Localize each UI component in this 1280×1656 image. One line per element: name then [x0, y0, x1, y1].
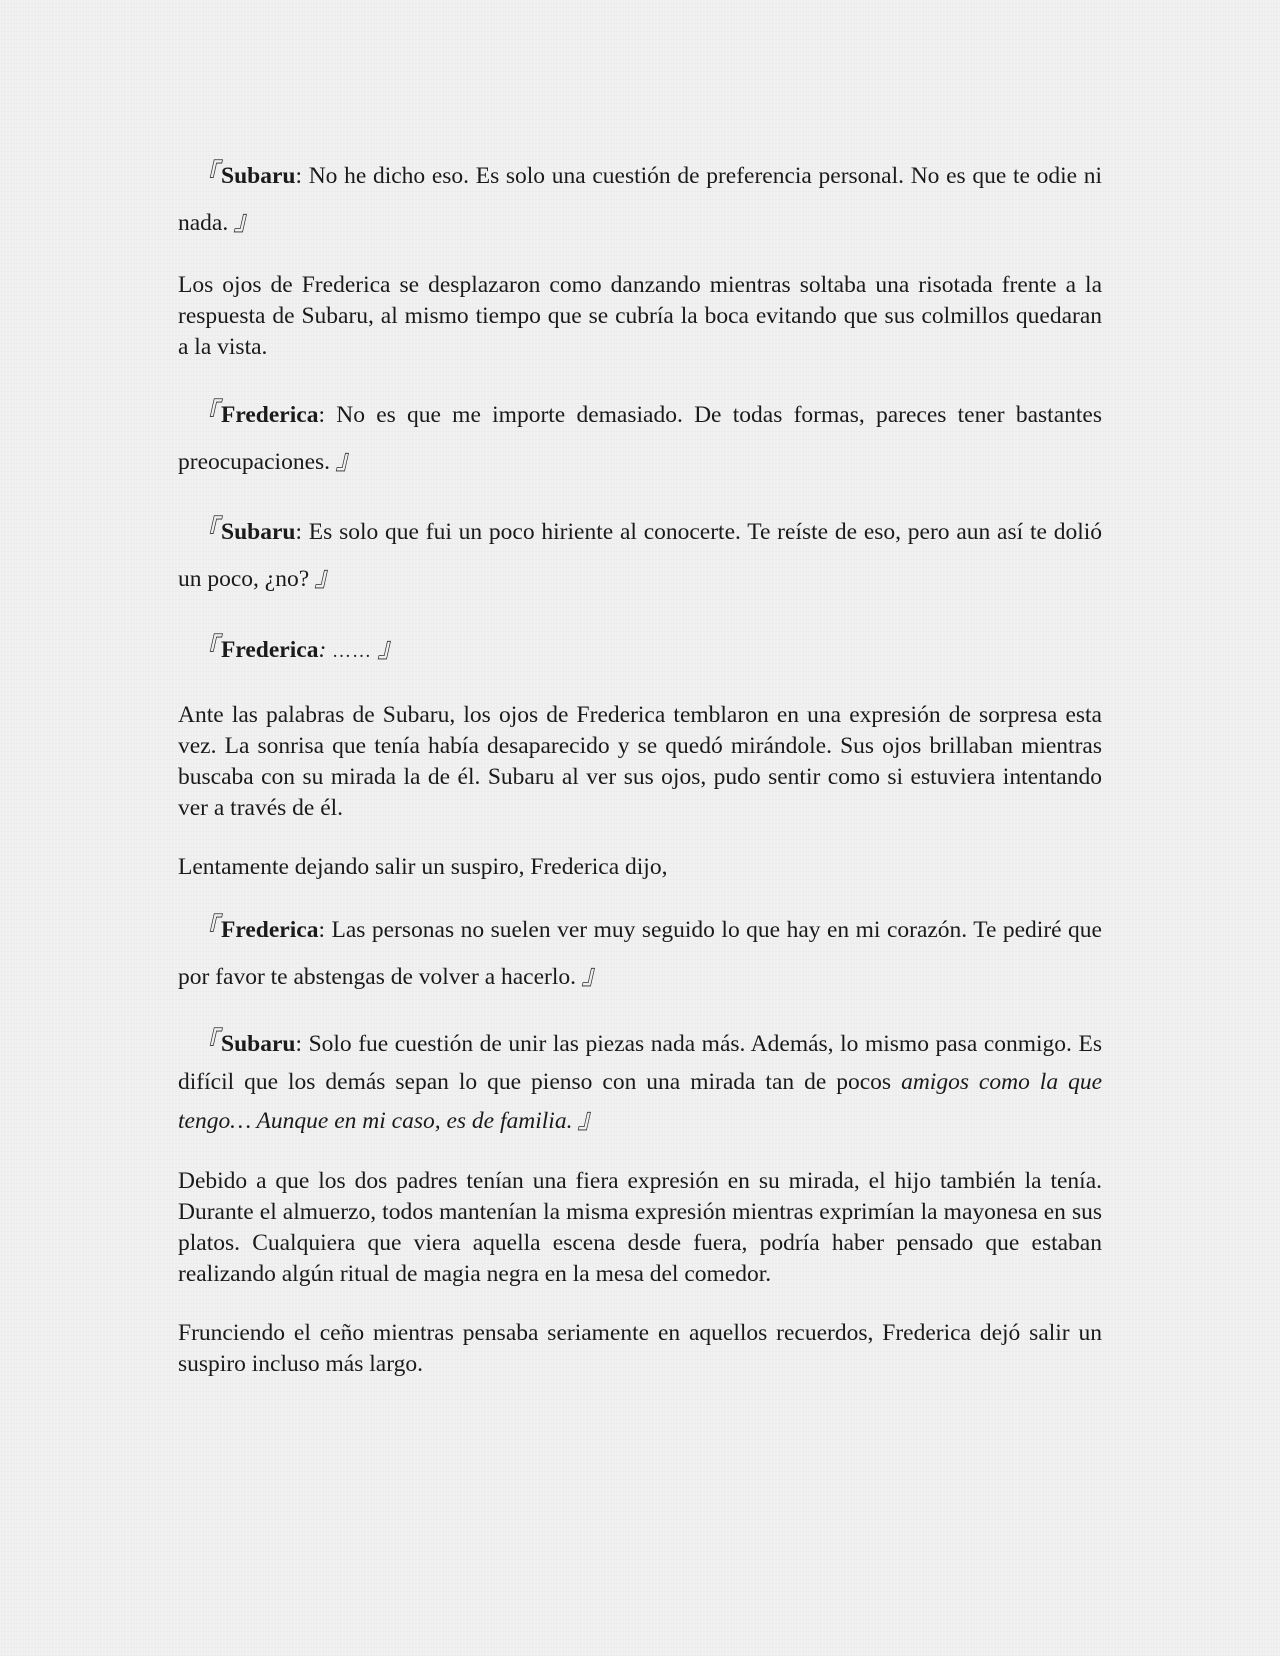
narration-paragraph: Lentamente dejando salir un suspiro, Frederica dijo, — [178, 853, 668, 880]
dialogue-italic-text: amigos como la que tengo… Aunque en mi caso, es de familia. — [178, 1068, 1102, 1134]
quote-open-mark: 『 — [193, 159, 219, 190]
dialogue-line — [178, 626, 1102, 674]
quote-open-mark: 『 — [193, 632, 219, 664]
quote-close-mark: 』 — [577, 1103, 604, 1135]
dialogue-text: …… — [326, 640, 373, 662]
speaker-name: Frederica — [221, 636, 319, 663]
dialogue-text: No he dicho eso. Es solo una cuestión de preferencia personal. No es que te odie ni nada. — [178, 163, 1102, 236]
narration-paragraph: Ante las palabras de Subaru, los ojos de Frederica temblaron en una expresión de sorpresa esta vez. La sonrisa que tenía había desaparecido y se quedó mirándole. Sus ojos brillaban mientras buscaba con su mirada la de él. Subaru al ver sus ojos, pudo sentir como si estuviera intentando ver a través de él. — [178, 701, 1102, 821]
dialogue-text: Solo fue cuestión de unir las piezas nada más. Además, lo mismo pasa conmigo. Es difícil que los demás sepan lo que pienso con una mirada tan de pocos — [178, 1030, 1102, 1095]
narration-paragraph: Debido a que los dos padres tenían una fiera expresión en su mirada, el hijo también la tenía. Durante el almuerzo, todos mantenían la misma expresión mientras exprimían la mayonesa en sus platos. Cualquiera que viera aquella escena desde fuera, podría haber pensado que estaban realizando algún ritual de magia negra en la mesa del comedor. — [178, 1167, 1102, 1287]
speaker-name: Frederica — [221, 917, 319, 943]
speaker-name: Subaru — [221, 519, 296, 545]
quote-close-mark: 』 — [377, 632, 403, 664]
speaker-colon: : — [295, 163, 303, 189]
speaker-colon: : — [318, 917, 325, 943]
quote-close-mark: 』 — [581, 960, 607, 991]
quote-close-mark: 』 — [335, 444, 361, 476]
speaker-colon: : — [318, 401, 325, 428]
narration-paragraph: Los ojos de Frederica se desplazaron como danzando mientras soltaba una risotada frente a la respuesta de Subaru, al mismo tiempo que se cubría la boca evitando que sus colmillos quedaran a la vista. — [178, 271, 1102, 360]
dialogue-line — [178, 906, 1102, 1000]
speaker-name: Subaru — [221, 163, 296, 189]
dialogue-line — [178, 391, 1102, 485]
quote-open-mark: 『 — [193, 397, 219, 429]
quote-close-mark: 』 — [314, 562, 340, 593]
dialogue-line — [178, 1024, 1102, 1140]
dialogue-text: Es solo que fui un poco hiriente al conocerte. Te reíste de eso, pero aun así te dolió un poco, ¿no? — [178, 519, 1102, 592]
speaker-name: Subaru — [221, 1030, 296, 1057]
speaker-colon: : — [318, 636, 327, 663]
dialogue-line — [178, 508, 1102, 602]
quote-open-mark: 『 — [193, 1026, 219, 1058]
dialogue-text: Las personas no suelen ver muy seguido lo que hay en mi corazón. Te pediré que por favor te abstengas de volver a hacerlo. — [178, 917, 1102, 990]
dialogue-text: No es que me importe demasiado. De todas formas, pareces tener bastantes preocupaciones. — [178, 401, 1102, 475]
speaker-colon: : — [295, 519, 303, 545]
quote-close-mark: 』 — [233, 206, 259, 237]
dialogue-line — [178, 152, 1102, 246]
narration-paragraph: Frunciendo el ceño mientras pensaba seriamente en aquellos recuerdos, Frederica dejó salir un suspiro incluso más largo. — [178, 1319, 1102, 1377]
speaker-colon: : — [295, 1030, 303, 1057]
quote-open-mark: 『 — [193, 913, 219, 944]
quote-open-mark: 『 — [193, 515, 219, 546]
speaker-name: Frederica — [221, 401, 319, 428]
